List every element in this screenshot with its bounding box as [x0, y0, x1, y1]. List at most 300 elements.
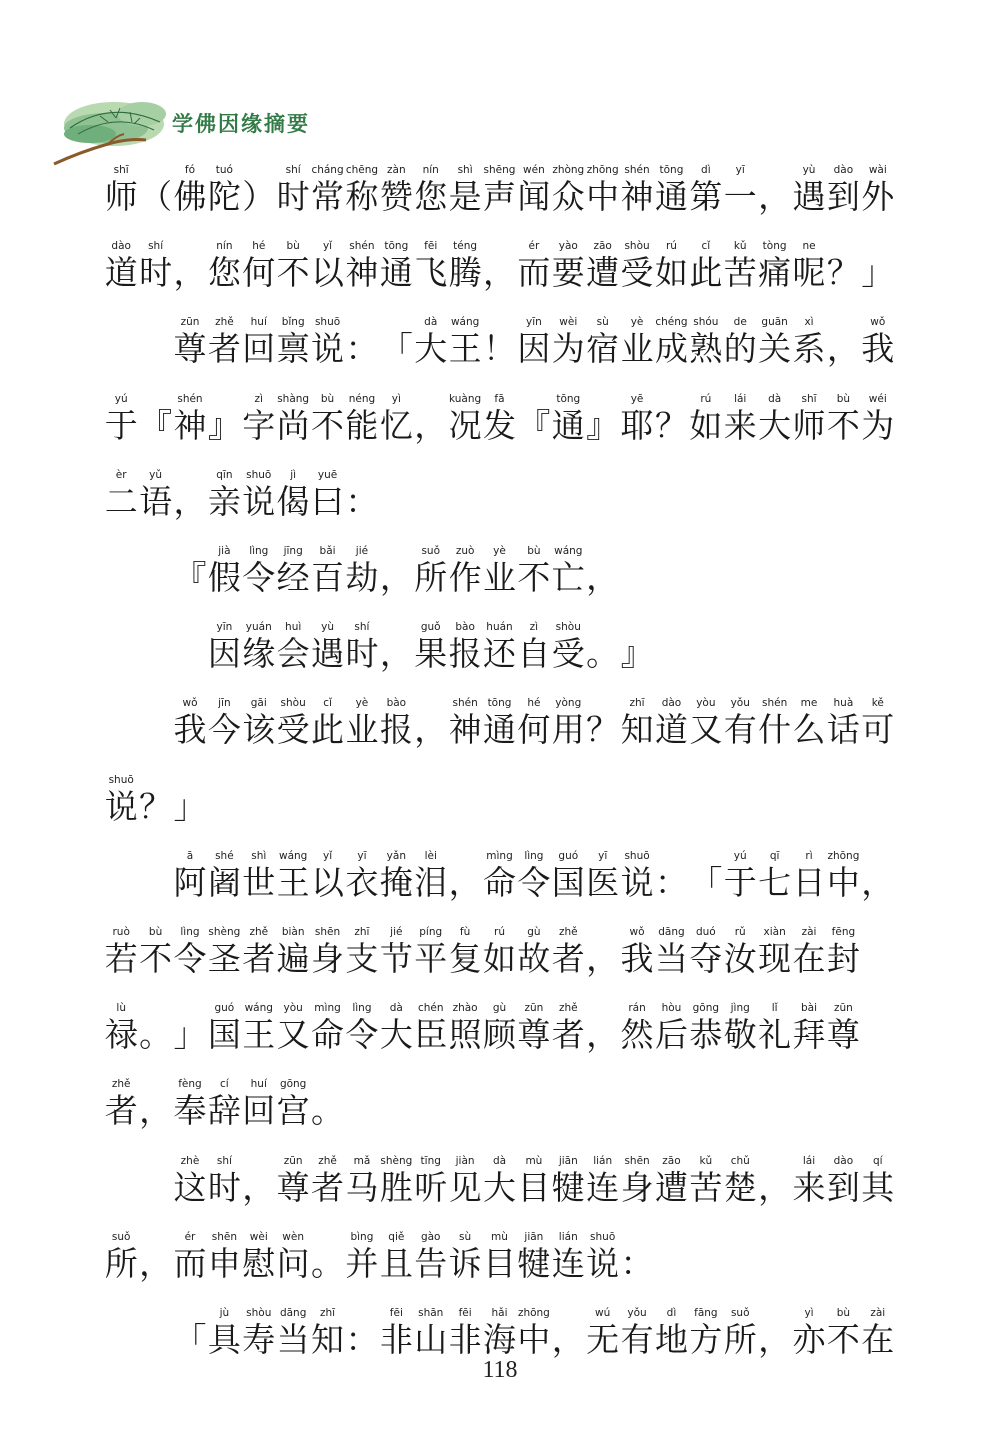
pinyin: shēn: [314, 926, 341, 938]
hanzi: 系: [792, 329, 826, 369]
hanzi: 敬: [723, 1015, 757, 1055]
hanzi: 犍: [517, 1243, 551, 1283]
hanzi: 该: [242, 710, 276, 750]
pinyin: me: [800, 697, 818, 710]
text-line: [104, 234, 895, 294]
hanzi: 不: [826, 405, 860, 445]
hanzi: 。: [311, 1091, 345, 1131]
hanzi: 道: [654, 710, 688, 750]
pinyin: bù: [148, 926, 163, 938]
hanzi: 要: [551, 253, 585, 293]
hanzi: 常: [311, 177, 345, 216]
hanzi: 说: [242, 481, 276, 521]
hanzi: 辞: [207, 1091, 241, 1131]
pinyin: guǒ: [420, 621, 441, 634]
hanzi: 这: [173, 1167, 207, 1207]
pinyin: yǎn: [386, 849, 406, 862]
hanzi: 您: [207, 253, 241, 293]
hanzi: 封: [826, 939, 860, 978]
hanzi: 『: [517, 405, 551, 445]
hanzi: 尚: [276, 405, 310, 445]
pinyin: shēng: [483, 164, 516, 176]
hanzi: 禄: [104, 1015, 138, 1055]
hanzi: 缘: [242, 634, 276, 674]
hanzi: ，: [586, 558, 620, 597]
pinyin: yì: [391, 392, 401, 405]
pinyin: chéng: [655, 316, 688, 329]
hanzi: 中: [586, 177, 620, 216]
pinyin: néng: [348, 392, 376, 405]
hanzi: 尊: [276, 1167, 310, 1207]
hanzi: 曰: [311, 481, 345, 521]
pinyin: huì: [285, 621, 302, 634]
hanzi: 令: [345, 1015, 379, 1055]
pinyin: yòu: [696, 697, 716, 710]
pinyin: shí: [354, 621, 370, 634]
hanzi: 神: [620, 177, 654, 216]
hanzi: 不: [311, 405, 345, 445]
hanzi: 若: [104, 939, 138, 978]
pinyin: dà: [424, 316, 438, 329]
hanzi: 大: [483, 1167, 516, 1207]
hanzi: 」: [173, 1015, 207, 1055]
hanzi: ，: [139, 1091, 173, 1131]
hanzi: 如: [654, 253, 688, 293]
pinyin: zūn: [180, 316, 200, 329]
hanzi: 因: [517, 329, 551, 369]
hanzi: 报: [448, 634, 482, 674]
hanzi: 恭: [689, 1015, 723, 1055]
hanzi-row: [173, 1319, 895, 1361]
hanzi: 有: [723, 710, 757, 750]
hanzi: 尊: [173, 329, 207, 369]
text-line: [104, 463, 379, 523]
pinyin: zhě: [318, 1154, 337, 1167]
hanzi: 。: [139, 1015, 173, 1055]
hanzi: 慰: [242, 1243, 276, 1283]
hanzi: 夺: [689, 939, 723, 978]
hanzi: 者: [104, 1091, 138, 1131]
hanzi: 通: [654, 177, 688, 216]
pinyin: lǐ: [771, 1002, 778, 1015]
hanzi: 呢: [792, 253, 826, 293]
pinyin: sù: [596, 316, 609, 329]
pinyin: fēi: [458, 1307, 472, 1319]
pinyin: shì: [457, 164, 473, 176]
hanzi: 不: [826, 1320, 860, 1359]
hanzi: 连: [586, 1167, 620, 1207]
hanzi-row: [173, 709, 895, 751]
hanzi: ：: [345, 329, 379, 369]
hanzi: 故: [517, 939, 551, 978]
hanzi: 业: [345, 710, 379, 750]
pinyin: cǐ: [701, 240, 711, 253]
pinyin: zhě: [558, 926, 578, 938]
pinyin: jìng: [730, 1002, 750, 1015]
pinyin: wéi: [868, 392, 887, 405]
pinyin: zhī: [354, 926, 370, 938]
hanzi: 通: [379, 253, 413, 293]
hanzi: 马: [345, 1167, 379, 1207]
hanzi: 通: [551, 405, 585, 445]
pinyin-row: [104, 234, 895, 252]
header-title: 学佛因缘摘要: [172, 112, 310, 136]
hanzi: 苦: [689, 1167, 723, 1207]
pinyin: fēi: [389, 1307, 403, 1319]
hanzi: 尊: [826, 1015, 860, 1055]
pinyin: zhòng: [552, 164, 585, 176]
hanzi-row: [173, 862, 895, 904]
hanzi: 是: [448, 177, 482, 216]
pinyin: wú: [595, 1307, 611, 1319]
pinyin: lián: [593, 1154, 613, 1167]
hanzi: 申: [207, 1243, 241, 1283]
pinyin: rú: [494, 926, 505, 938]
hanzi: ，: [139, 1243, 173, 1283]
pinyin: zhōng: [586, 164, 619, 176]
pinyin: zàn: [387, 164, 406, 176]
pinyin: yuē: [317, 468, 338, 481]
hanzi: 泪: [414, 862, 448, 902]
hanzi: 王: [448, 329, 482, 369]
hanzi: 者: [311, 1167, 345, 1207]
pinyin: shóu: [693, 316, 719, 329]
hanzi: 王: [276, 862, 310, 902]
hanzi: 于: [723, 862, 757, 902]
pinyin: shuō: [624, 849, 650, 862]
pinyin: shé: [215, 849, 234, 862]
hanzi: ，: [758, 1320, 792, 1359]
hanzi: 令: [242, 558, 276, 597]
hanzi: 神: [448, 710, 482, 750]
hanzi: ：: [345, 1320, 379, 1359]
pinyin: shí: [285, 164, 301, 176]
hanzi: ？: [826, 253, 860, 293]
hanzi: 」: [861, 253, 895, 293]
hanzi: 师: [792, 405, 826, 445]
hanzi: 中: [826, 862, 860, 902]
hanzi: 我: [173, 710, 207, 750]
pinyin-row: [173, 1301, 895, 1319]
pinyin: rú: [700, 392, 712, 405]
pinyin: dì: [666, 1307, 677, 1319]
pinyin: hé: [527, 697, 541, 710]
hanzi: ：: [654, 862, 688, 902]
pinyin: yù: [802, 164, 816, 176]
pinyin-row: [173, 310, 895, 328]
hanzi: 有: [620, 1320, 654, 1359]
pinyin: tōng: [659, 164, 684, 176]
hanzi: 苦: [723, 253, 757, 293]
hanzi: 劫: [345, 558, 379, 597]
pinyin: tīng: [420, 1154, 441, 1167]
pinyin: yǔ: [149, 468, 163, 481]
hanzi: 受: [276, 710, 310, 750]
pinyin: mìng: [486, 849, 513, 862]
pinyin-row: [104, 463, 379, 481]
hanzi: 时: [345, 634, 379, 674]
hanzi: ，: [758, 177, 792, 216]
pinyin: shén: [177, 392, 203, 405]
hanzi: 什: [758, 710, 792, 750]
hanzi: 在: [792, 939, 826, 978]
hanzi: 者: [242, 939, 276, 978]
hanzi: 说: [104, 786, 138, 826]
pinyin: zài: [870, 1307, 886, 1319]
hanzi: 会: [276, 634, 310, 674]
text-line: [104, 387, 895, 447]
hanzi-row: [173, 557, 620, 599]
hanzi: 神: [345, 253, 379, 293]
hanzi: 果: [414, 634, 448, 674]
hanzi: 拜: [792, 1015, 826, 1055]
hanzi-row: [104, 252, 895, 294]
hanzi: 「: [173, 1320, 207, 1359]
pinyin: ér: [528, 240, 540, 253]
pinyin: yòu: [283, 1002, 303, 1015]
pinyin: yǒu: [627, 1307, 647, 1319]
pinyin: guó: [558, 849, 579, 862]
text-line: [104, 158, 895, 218]
pinyin: jié: [390, 926, 403, 938]
hanzi: 汝: [723, 939, 757, 978]
hanzi: 命: [311, 1015, 345, 1055]
hanzi: 神: [173, 405, 207, 445]
hanzi: 大: [758, 405, 792, 445]
hanzi: 时: [207, 1167, 241, 1207]
hanzi: 问: [276, 1243, 310, 1283]
pinyin: gào: [420, 1230, 441, 1243]
pinyin-row: [104, 387, 895, 405]
pinyin-row: [173, 539, 620, 557]
pinyin: shén: [349, 240, 375, 253]
pinyin: xì: [804, 316, 814, 329]
text-line: [173, 310, 895, 370]
hanzi: 所: [723, 1320, 757, 1359]
hanzi-row: [173, 1167, 895, 1209]
pinyin: rǔ: [734, 926, 746, 938]
hanzi: 飞: [414, 253, 448, 293]
pinyin: jià: [218, 545, 231, 557]
pinyin: kǔ: [733, 240, 747, 253]
pinyin: zhī: [320, 1307, 336, 1319]
hanzi: 称: [345, 177, 379, 216]
hanzi: 说: [620, 862, 654, 902]
hanzi: 遭: [654, 1167, 688, 1207]
pinyin: zhě: [249, 926, 269, 938]
pinyin: tōng: [487, 697, 512, 710]
text-line: [104, 768, 207, 828]
pinyin: bù: [286, 240, 300, 253]
pinyin: hǎi: [491, 1307, 508, 1319]
hanzi: 『: [139, 405, 173, 445]
pinyin: bìng: [350, 1230, 374, 1243]
hanzi: ，: [379, 558, 413, 597]
hanzi: 当: [654, 939, 688, 978]
pinyin: shén: [452, 697, 478, 710]
hanzi: 后: [654, 1015, 688, 1055]
pinyin: zūn: [833, 1002, 853, 1015]
pinyin: shēn: [211, 1230, 237, 1243]
hanzi: 方: [689, 1320, 723, 1359]
pinyin: bào: [386, 697, 407, 710]
pinyin: mù: [491, 1230, 508, 1243]
hanzi-row: [207, 633, 654, 675]
hanzi: 到: [826, 1167, 860, 1207]
pinyin: zài: [801, 926, 817, 938]
hanzi: 当: [276, 1320, 310, 1359]
hanzi: 而: [517, 253, 551, 293]
hanzi: 者: [207, 329, 241, 369]
pinyin: fēng: [831, 926, 856, 938]
pinyin: yuán: [245, 621, 272, 634]
hanzi: 犍: [551, 1167, 585, 1207]
hanzi: 医: [586, 862, 620, 902]
pinyin: wǒ: [629, 926, 645, 938]
pinyin: duó: [695, 926, 716, 938]
hanzi: 回: [242, 329, 276, 369]
hanzi: 何: [517, 710, 551, 750]
pinyin-row: [104, 1225, 654, 1243]
pinyin-row: [104, 768, 207, 786]
pinyin: nín: [422, 164, 439, 176]
pinyin: yì: [804, 1307, 814, 1319]
hanzi: ，: [482, 253, 516, 293]
hanzi: 听: [414, 1167, 448, 1207]
pinyin: yī: [357, 849, 367, 862]
hanzi: 师: [104, 177, 138, 216]
hanzi: 话: [826, 710, 860, 750]
hanzi: 今: [207, 710, 241, 750]
hanzi: 尊: [517, 1015, 551, 1055]
pinyin: fā: [494, 392, 505, 405]
pinyin: dì: [701, 164, 711, 176]
pinyin-row: [104, 1072, 345, 1090]
text-line: [104, 996, 861, 1056]
pinyin: zhōng: [827, 849, 860, 862]
pinyin: zì: [254, 392, 263, 405]
hanzi: 能: [345, 405, 379, 445]
pinyin: bài: [800, 1002, 818, 1015]
pinyin: bào: [455, 621, 475, 634]
hanzi: 「: [379, 329, 413, 369]
pinyin: dāng: [279, 1307, 307, 1319]
hanzi: 见: [448, 1167, 482, 1207]
pinyin: shèng: [208, 926, 241, 938]
pinyin: zhào: [452, 1002, 478, 1015]
hanzi: ：: [345, 481, 379, 521]
pinyin: rú: [665, 240, 677, 253]
pinyin: shàng: [277, 392, 310, 405]
hanzi: 说: [586, 1243, 620, 1283]
hanzi: 大: [379, 1015, 413, 1055]
text-line: [173, 539, 620, 599]
hanzi: 而: [173, 1243, 207, 1283]
pinyin: dà: [768, 392, 782, 405]
hanzi: 照: [448, 1015, 482, 1055]
hanzi: ，: [758, 1167, 792, 1207]
hanzi: 衣: [345, 862, 379, 902]
pinyin: shuō: [246, 468, 272, 481]
hanzi: 二: [104, 481, 138, 521]
hanzi: 国: [551, 862, 585, 902]
pinyin: lái: [734, 392, 747, 405]
pinyin: zì: [529, 621, 539, 634]
hanzi: 中: [517, 1320, 551, 1359]
hanzi: 遇: [311, 634, 345, 674]
pinyin: zūn: [524, 1002, 544, 1015]
pinyin: rì: [805, 849, 813, 862]
pinyin: jiān: [558, 1154, 578, 1167]
pinyin: zāo: [662, 1154, 681, 1167]
hanzi: 遇: [792, 177, 826, 216]
hanzi: ？: [139, 786, 173, 826]
pinyin: shī: [801, 392, 817, 405]
pinyin: zhōng: [517, 1307, 550, 1319]
hanzi: 奉: [173, 1091, 207, 1131]
hanzi: 胜: [379, 1167, 413, 1207]
pinyin: dà: [389, 1002, 403, 1015]
pinyin: wén: [523, 164, 545, 176]
hanzi: 回: [242, 1091, 276, 1131]
hanzi: 关: [758, 329, 792, 369]
pinyin: dāng: [658, 926, 685, 938]
pinyin: yī: [598, 849, 608, 862]
pinyin: wáng: [554, 545, 583, 557]
hanzi: 然: [620, 1015, 654, 1055]
text-line: [173, 844, 895, 904]
hanzi: 亦: [792, 1320, 826, 1359]
hanzi-row: [104, 1014, 861, 1056]
pinyin: shòu: [246, 1307, 272, 1319]
pinyin: shuō: [314, 316, 341, 329]
hanzi: 道: [104, 253, 138, 293]
pinyin: chǔ: [730, 1154, 750, 1167]
pinyin: dào: [833, 1154, 854, 1167]
pinyin: qīn: [216, 468, 233, 481]
pinyin: ér: [184, 1230, 196, 1243]
hanzi: 我: [861, 329, 895, 369]
hanzi: 字: [242, 405, 276, 445]
pinyin: shān: [418, 1307, 444, 1319]
hanzi: ，: [173, 481, 207, 521]
hanzi: 寿: [242, 1320, 276, 1359]
pinyin: bǎi: [319, 545, 336, 557]
pinyin: wèi: [249, 1230, 268, 1243]
pinyin: fāng: [694, 1307, 718, 1319]
pinyin: lián: [558, 1230, 578, 1243]
pinyin: yè: [493, 545, 506, 557]
hanzi: 楚: [723, 1167, 757, 1207]
hanzi: ，: [861, 862, 895, 902]
pinyin: mǎ: [353, 1154, 371, 1167]
hanzi: 的: [723, 329, 757, 369]
pinyin: ā: [186, 849, 194, 862]
hanzi: 况: [448, 405, 482, 445]
pinyin: wài: [868, 164, 887, 176]
hanzi: 告: [414, 1243, 448, 1283]
pinyin: qiě: [388, 1230, 405, 1243]
hanzi: 阇: [207, 862, 241, 902]
hanzi: 说: [311, 329, 345, 369]
pinyin: yè: [630, 316, 644, 329]
hanzi: 还: [483, 634, 516, 674]
pinyin: dào: [111, 240, 131, 253]
hanzi: 掩: [379, 862, 413, 902]
hanzi: 宫: [276, 1091, 310, 1131]
hanzi: 此: [689, 253, 723, 293]
pinyin: chēng: [345, 164, 379, 176]
